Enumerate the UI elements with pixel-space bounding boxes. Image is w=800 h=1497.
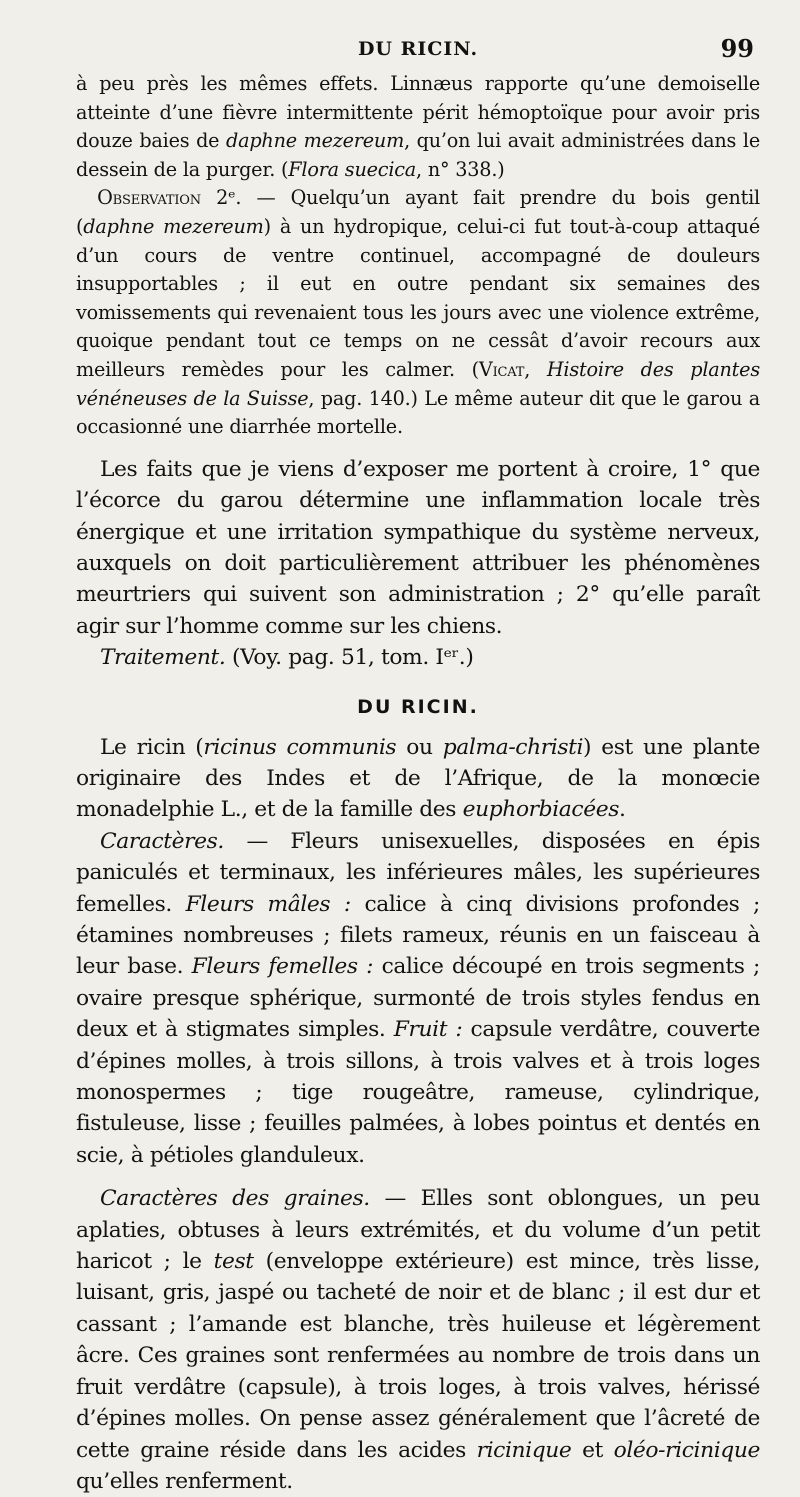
paragraph-linnaeus: à peu près les mêmes effets. Linnæus rapporte qu’une demoiselle atteinte d’une fièvre intermittente périt hémoptoïque pour avoir pris douze baies de daphne mezereum, qu’on lui avait administrées dans le dessein de la purger. (Flora suecica, n° 338.) (76, 72, 760, 181)
running-head (76, 30, 760, 70)
paragraph-conclusion: Les faits que je viens d’exposer me portent à croire, 1° que l’écorce du garou détermine une inflammation locale très énergique et une irritation sympathique du système nerveux, auxquels on doit particulièrement attribuer les phénomènes meurtriers qui suivent son administration ; 2° qu’elle paraît agir sur l’homme comme sur les chiens. (76, 456, 760, 639)
caracteres-label: Caractères. (99, 828, 224, 854)
paragraph-ricin-intro: Le ricin (ricinus communis ou palma-christi) est une plante originaire des Indes et de l’Afrique, de la monœcie monadelphie L., et de la famille des euphorbiacées. (76, 734, 761, 823)
traitement-label: Traitement. (99, 645, 226, 671)
caracteres-graines-label: Caractères des graines. (99, 1186, 370, 1212)
paragraph-caracteres: Caractères. — Fleurs unisexuelles, disposées en épis paniculés et terminaux, les inférieures mâles, les supérieures femelles. Fleurs mâles : calice à cinq divisions profondes ; étamines nombreuses ; filets rameux, réunis en un faisceau à leur base. Fleurs femelles : calice découpé en trois segments ; ovaire presque sphérique, surmonté de trois styles fendus en deux et à stigmates simples. Fruit : capsule verdâtre, couverte d’épines molles, à trois sillons, à trois valves et à trois loges monospermes ; tige rougeâtre, rameuse, cylindrique, fistuleuse, lisse ; feuilles palmées, à lobes pointus et dentés en scie, à pétioles glanduleux. (76, 828, 760, 1168)
paragraph-caracteres-graines: Caractères des graines. — Elles sont oblongues, un peu aplaties, obtuses à leurs extrémités, et du volume d’un petit haricot ; le test (enveloppe extérieure) est mince, très lisse, luisant, gris, jaspé ou tacheté de noir et de blanc ; il est dur et cassant ; l’amande est blanche, très huileuse et légèrement âcre. Ces graines sont renfermées au nombre de trois dans un fruit verdâtre (capsule), à trois loges, à trois valves, hérissé d’épines molles. On pense assez généralement que l’âcreté de cette graine réside dans les acides ricinique et oléo-ricinique qu’elles renferment. (76, 1186, 760, 1494)
running-title: DU RICIN. (357, 38, 479, 60)
observation-label: Observation 2ᵉ. (97, 186, 242, 210)
author-name: Vicat (478, 357, 525, 381)
paragraph-observation-2: Observation 2ᵉ. — Quelqu’un ayant fait prendre du bois gentil (daphne mezereum) à un hydropique, celui-ci fut tout-à-coup attaqué d’un cours de ventre continuel, accompagné de douleurs insupportables ; il eut en outre pendant six semaines des vomissements qui revenaient tous les jours avec une violence extrême, quoique pendant tout ce temps on ne cessât d’avoir recours aux meilleurs remèdes pour les calmer. (Vicat, Histoire des plantes vénéneuses de la Suisse, pag. 140.) Le même auteur dit que le garou a occasionné une diarrhée mortelle. (76, 186, 760, 439)
body-text (76, 70, 760, 1497)
page-number: 99 (720, 34, 754, 63)
paragraph-traitement: Traitement. (Voy. pag. 51, tom. Iᵉʳ.) (99, 645, 474, 671)
section-heading: DU RICIN. (357, 695, 479, 718)
